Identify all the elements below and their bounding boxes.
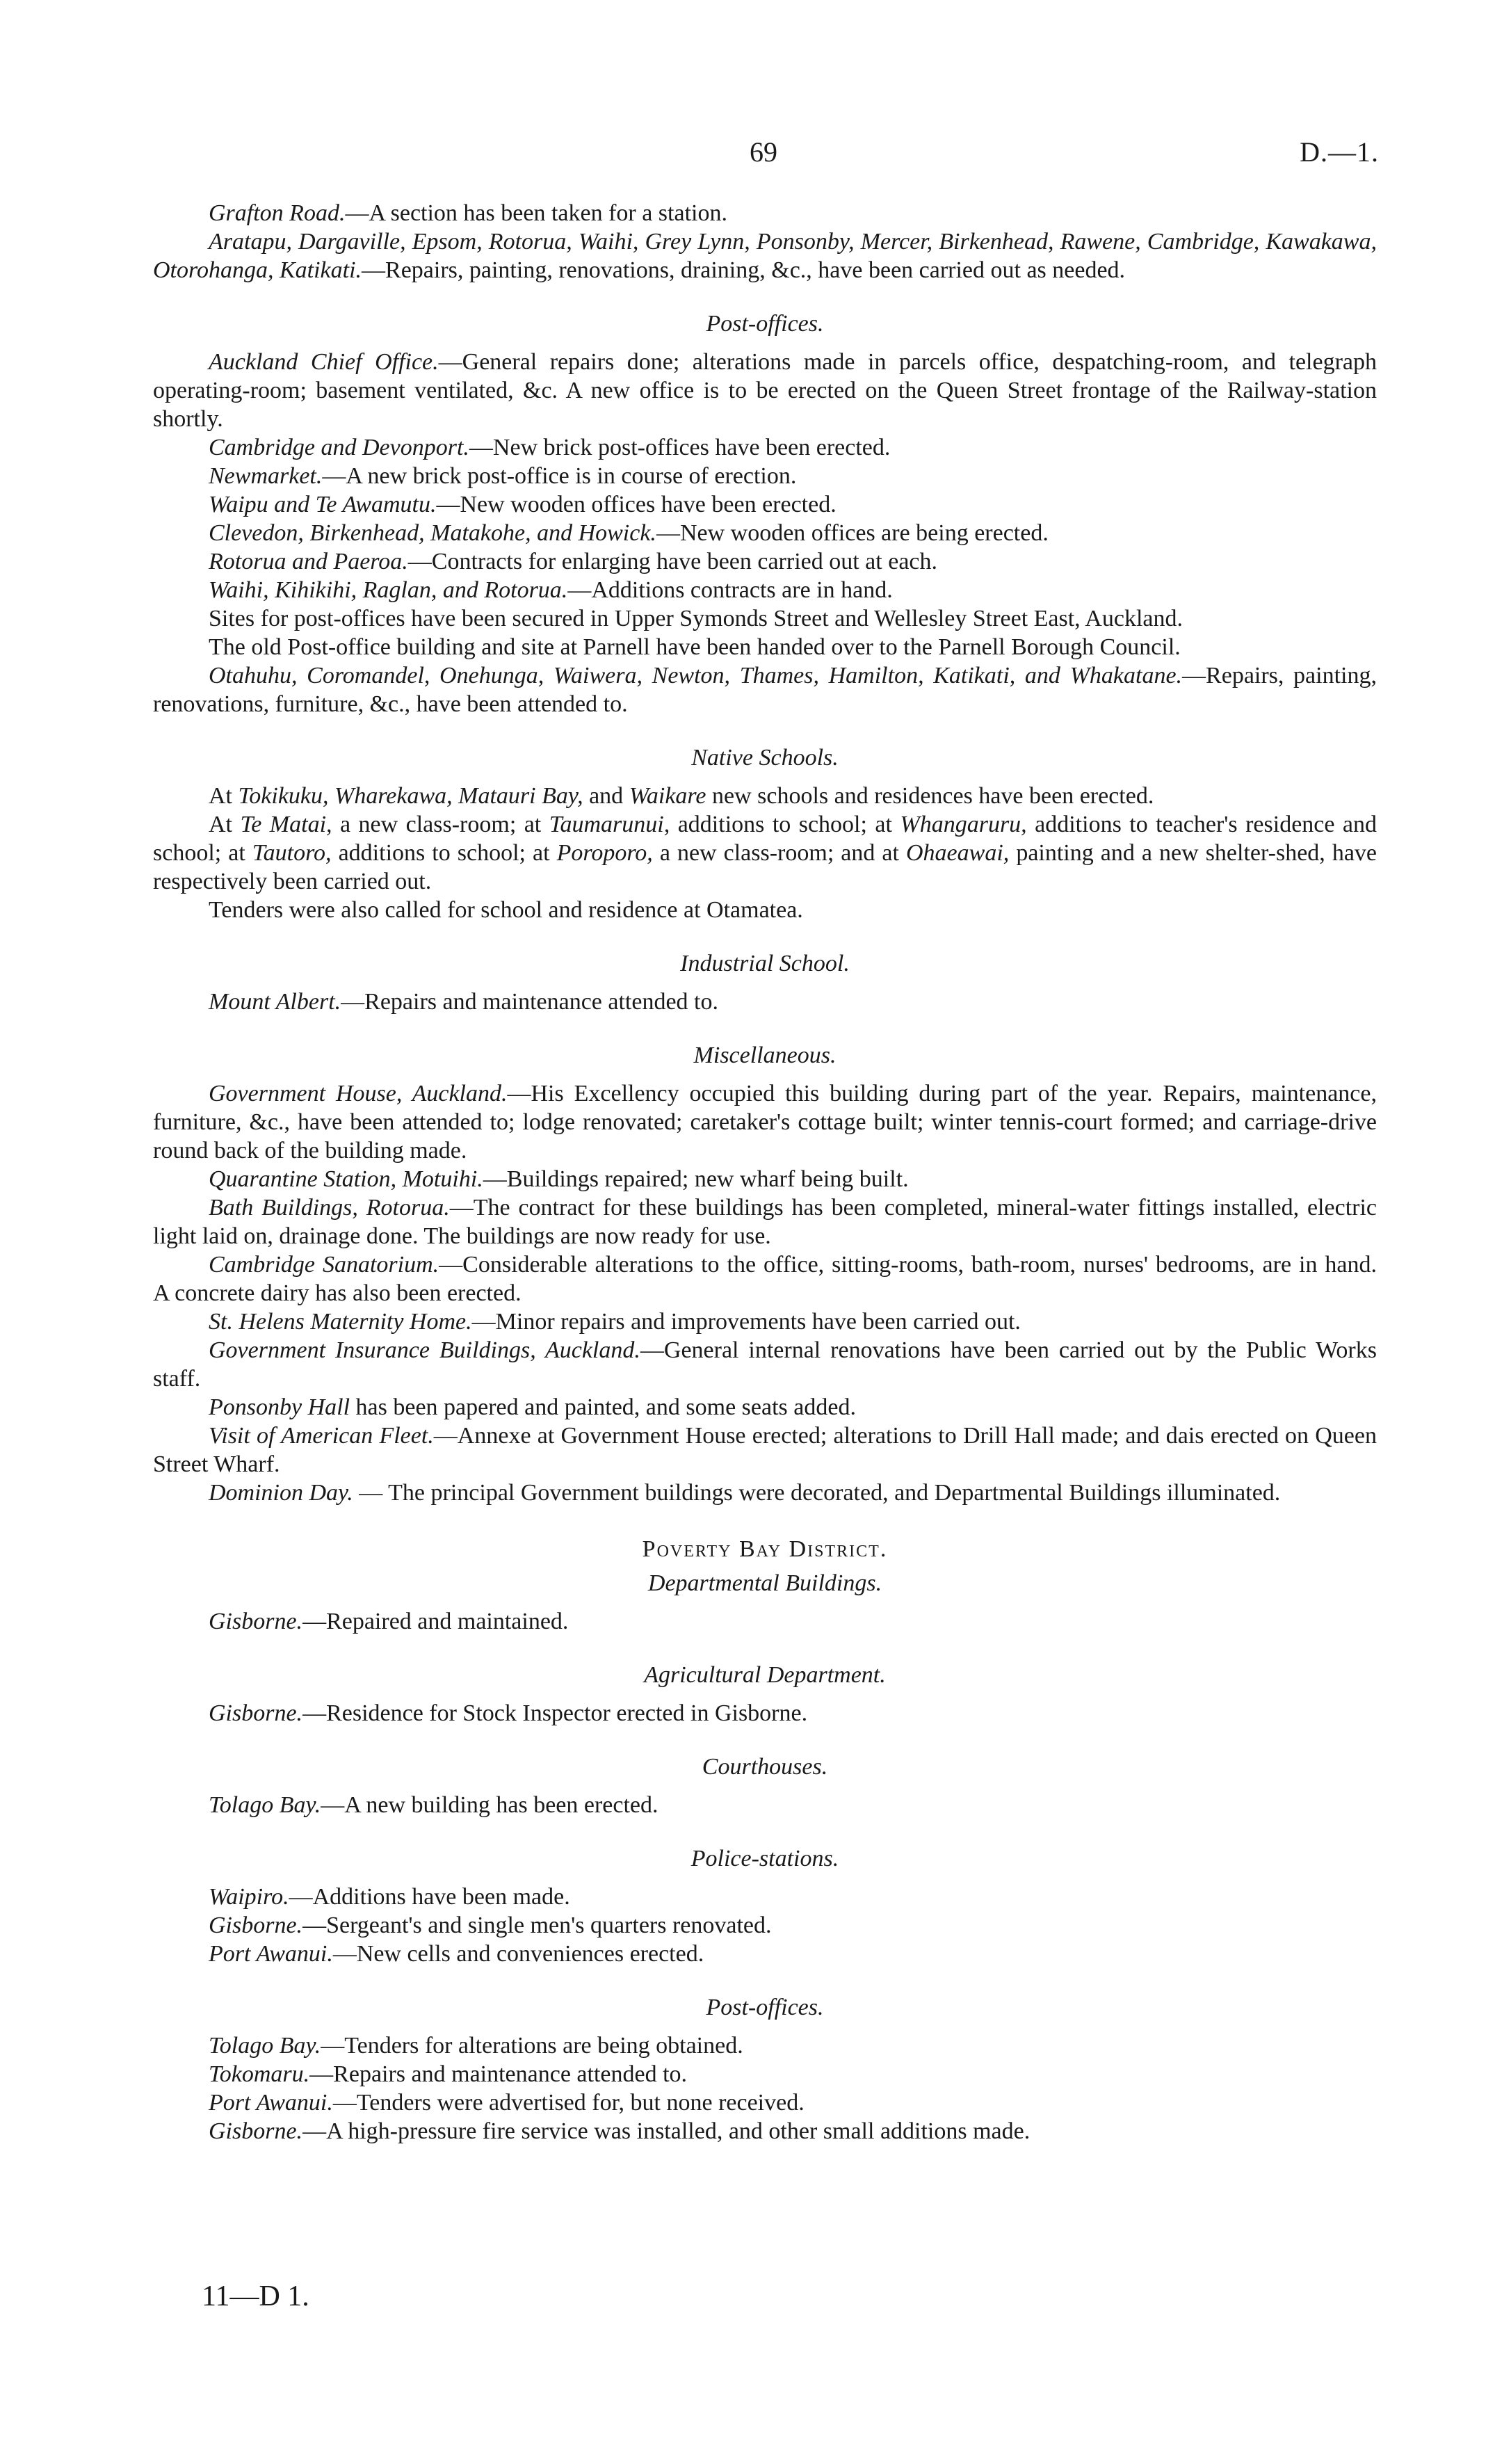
entry-text: —A new brick post-office is in course of erection. (322, 463, 797, 489)
entry-text: —Repairs and maintenance attended to. (309, 2061, 688, 2087)
paragraph (153, 810, 1377, 896)
entry (153, 1791, 1377, 1819)
entry-text: —A new building has been erected. (321, 1792, 658, 1818)
entry-lead: Gisborne. (209, 1609, 303, 1634)
place-name: Te Matai, (240, 812, 332, 837)
entry-lead: Tokomaru. (209, 2061, 310, 2087)
entry-lead: Tolago Bay. (209, 2033, 321, 2059)
entry (153, 547, 1377, 576)
entry-text: —Additions have been made. (289, 1884, 570, 1910)
entry-text: —His Excellency occupied this building during part of the year. Repairs, maintenance, furniture, &c., have been attended to; lodge renovated; caretaker's cottage built; winter tennis-court formed; and carriage-drive round back of the building made. (153, 1081, 1377, 1163)
entry-lead: Cambridge and Devonport. (209, 435, 469, 460)
paragraph (153, 782, 1377, 810)
text-run: painting and a new shelter-shed, have respectively been carried out. (153, 840, 1377, 894)
text-run: At (209, 812, 241, 837)
district-heading: Poverty Bay District. (642, 1536, 888, 1562)
entry-text: —Repairs, painting, renovations, furniture, &c., have been attended to. (153, 663, 1377, 717)
entry (153, 576, 1377, 604)
page-header (0, 138, 1511, 172)
entry (153, 2031, 1377, 2060)
entry (153, 1393, 1377, 1422)
entry-lead: Government House, Auckland. (209, 1081, 508, 1106)
document-body (153, 199, 1377, 2145)
entry-text: —General internal renovations have been carried out by the Public Works staff. (153, 1337, 1377, 1392)
entry-lead: Clevedon, Birkenhead, Matakohe, and Howick. (209, 520, 656, 546)
entry-text: —Additions contracts are in hand. (567, 577, 893, 603)
entry-text: has been papered and painted, and some seats added. (350, 1394, 856, 1420)
entry-text: —Repairs, painting, renovations, draining, &c., have been carried out as needed. (362, 257, 1126, 283)
entry (153, 1336, 1377, 1393)
entry-text: —General repairs done; alterations made in parcels office, despatching-room, and telegraph operating-room; basement ventilated, &c. A new office is to be erected on the Queen Street frontage of the Railway-station shortly. (153, 349, 1377, 432)
entry (153, 348, 1377, 433)
entry-lead: Aratapu, Dargaville, Epsom, Rotorua, Waihi, Grey Lynn, Ponsonby, Mercer, Birkenhead, Rawene, Cambridge, Kawakawa, Otorohanga, Katikati. (153, 229, 1377, 283)
entry (153, 490, 1377, 519)
entry (153, 519, 1377, 547)
entry (153, 227, 1377, 284)
entry-lead: Otahuhu, Coromandel, Onehunga, Waiwera, Newton, Thames, Hamilton, Katikati, and Whakatane. (209, 663, 1183, 689)
entry-lead: Gisborne. (209, 1700, 303, 1726)
entry-text: —A section has been taken for a station. (345, 200, 727, 226)
entry-lead: Rotorua and Paeroa. (209, 549, 408, 574)
entry-text: —New wooden offices have been erected. (436, 492, 837, 517)
entry (153, 661, 1377, 718)
entry-text: —Repairs and maintenance attended to. (341, 989, 718, 1015)
section-heading-courthouses: Courthouses. (702, 1754, 828, 1780)
entry-lead: Mount Albert. (209, 989, 341, 1015)
entry (153, 2117, 1377, 2145)
entry-lead: Newmarket. (209, 463, 323, 489)
entry (153, 1479, 1377, 1507)
page-number: 69 (750, 136, 777, 168)
entry (153, 1079, 1377, 1165)
entry (153, 1193, 1377, 1250)
document-reference: D.—1. (1300, 136, 1379, 168)
section-heading-miscellaneous: Miscellaneous. (693, 1042, 837, 1068)
text-run: and (583, 783, 629, 809)
section-heading-departmental-buildings: Departmental Buildings. (647, 1570, 882, 1596)
entry-text: —The contract for these buildings has been completed, mineral-water fittings installed, electric light laid on, drainage done. The buildings are now ready for use. (153, 1195, 1377, 1249)
entry-lead: Auckland Chief Office. (209, 349, 439, 375)
entry (153, 1250, 1377, 1307)
entry (153, 1307, 1377, 1336)
entry-lead: Gisborne. (209, 2118, 303, 2144)
entry-text: —Tenders were advertised for, but none received. (332, 2090, 805, 2116)
entry (153, 1607, 1377, 1636)
entry-lead: Tolago Bay. (209, 1792, 321, 1818)
entry-text: The old Post-office building and site at Parnell have been handed over to the Parnell Borough Council. (209, 634, 1181, 660)
entry (153, 633, 1377, 661)
entry-lead: Cambridge Sanatorium. (209, 1252, 439, 1278)
place-names: Tokikuku, Wharekawa, Matauri Bay, (238, 783, 583, 809)
entry-text: —New brick post-offices have been erected. (469, 435, 891, 460)
entry-lead: Dominion Day. (209, 1480, 353, 1506)
entry (153, 1911, 1377, 1940)
entry (153, 2088, 1377, 2117)
entry-lead: Visit of American Fleet. (209, 1423, 434, 1449)
entry (153, 1699, 1377, 1728)
place-name: Tautoro, (252, 840, 332, 866)
section-heading-police-stations: Police-stations. (690, 1846, 839, 1871)
text-run: new schools and residences have been erected. (706, 783, 1154, 809)
entry-lead: Waihi, Kihikihi, Raglan, and Rotorua. (209, 577, 568, 603)
entry-text: —Considerable alterations to the office, sitting-rooms, bath-room, nurses' bedrooms, are in hand. A concrete dairy has also been erected. (153, 1252, 1377, 1306)
entry-text: —New cells and conveniences erected. (332, 1941, 704, 1967)
entry (153, 2060, 1377, 2088)
entry-lead: Grafton Road. (209, 200, 346, 226)
entry-lead: Bath Buildings, Rotorua. (209, 1195, 450, 1221)
place-name: Poroporo, (556, 840, 653, 866)
section-heading-agricultural-department: Agricultural Department. (644, 1662, 886, 1688)
entry-text: —Tenders for alterations are being obtained. (321, 2033, 743, 2059)
entry-text: —New wooden offices are being erected. (656, 520, 1049, 546)
entry (153, 988, 1377, 1016)
entry-lead: St. Helens Maternity Home. (209, 1309, 472, 1335)
entry-lead: Waipu and Te Awamutu. (209, 492, 437, 517)
place-name: Waikare (629, 783, 706, 809)
entry (153, 1422, 1377, 1479)
entry (153, 462, 1377, 490)
entry-text: —Residence for Stock Inspector erected in Gisborne. (302, 1700, 808, 1726)
entry-text: —Annexe at Government House erected; alterations to Drill Hall made; and dais erected on Queen Street Wharf. (153, 1423, 1377, 1477)
text-run: additions to teacher's residence and school; at (153, 812, 1377, 866)
entry-lead: Port Awanui. (209, 1941, 333, 1967)
entry-text: —Buildings repaired; new wharf being built. (483, 1166, 909, 1192)
paragraph: Tenders were also called for school and residence at Otamatea. (209, 897, 803, 923)
place-name: Taumarunui, (549, 812, 670, 837)
place-name: Whangaruru, (900, 812, 1027, 837)
entry-lead: Quarantine Station, Motuihi. (209, 1166, 483, 1192)
section-heading-post-offices-poverty-bay: Post-offices. (706, 1995, 824, 2020)
entry-text: —Contracts for enlarging have been carried out at each. (407, 549, 937, 574)
section-heading-industrial-school: Industrial School. (680, 951, 850, 976)
section-heading-post-offices: Post-offices. (706, 311, 824, 337)
entry (153, 433, 1377, 462)
entry-lead: Ponsonby Hall (209, 1394, 350, 1420)
entry-lead: Gisborne. (209, 1913, 303, 1938)
entry-text: —Repaired and maintained. (302, 1609, 569, 1634)
entry-text: —Sergeant's and single men's quarters renovated. (302, 1913, 772, 1938)
entry-text: — The principal Government buildings were decorated, and Departmental Buildings illuminated. (353, 1480, 1281, 1506)
signature-mark: 11—D 1. (202, 2280, 309, 2312)
entry-lead: Government Insurance Buildings, Auckland. (209, 1337, 640, 1363)
text-run: additions to school; at (670, 812, 900, 837)
section-heading-native-schools: Native Schools. (691, 745, 839, 771)
text-run: a new class-room; at (332, 812, 549, 837)
entry (153, 199, 1377, 227)
place-name: Ohaeawai, (906, 840, 1010, 866)
entry-text: Sites for post-offices have been secured in Upper Symonds Street and Wellesley Street East, Auckland. (209, 606, 1183, 631)
text-run: a new class-room; and at (652, 840, 906, 866)
entry (153, 1165, 1377, 1193)
entry (153, 604, 1377, 633)
text-run: At (209, 783, 239, 809)
entry-lead: Waipiro. (209, 1884, 289, 1910)
text-run: additions to school; at (331, 840, 557, 866)
entry-lead: Port Awanui. (209, 2090, 333, 2116)
entry-text: —Minor repairs and improvements have been carried out. (471, 1309, 1021, 1335)
entry (153, 1883, 1377, 1911)
entry (153, 1940, 1377, 1968)
entry-text: —A high-pressure fire service was installed, and other small additions made. (302, 2118, 1031, 2144)
